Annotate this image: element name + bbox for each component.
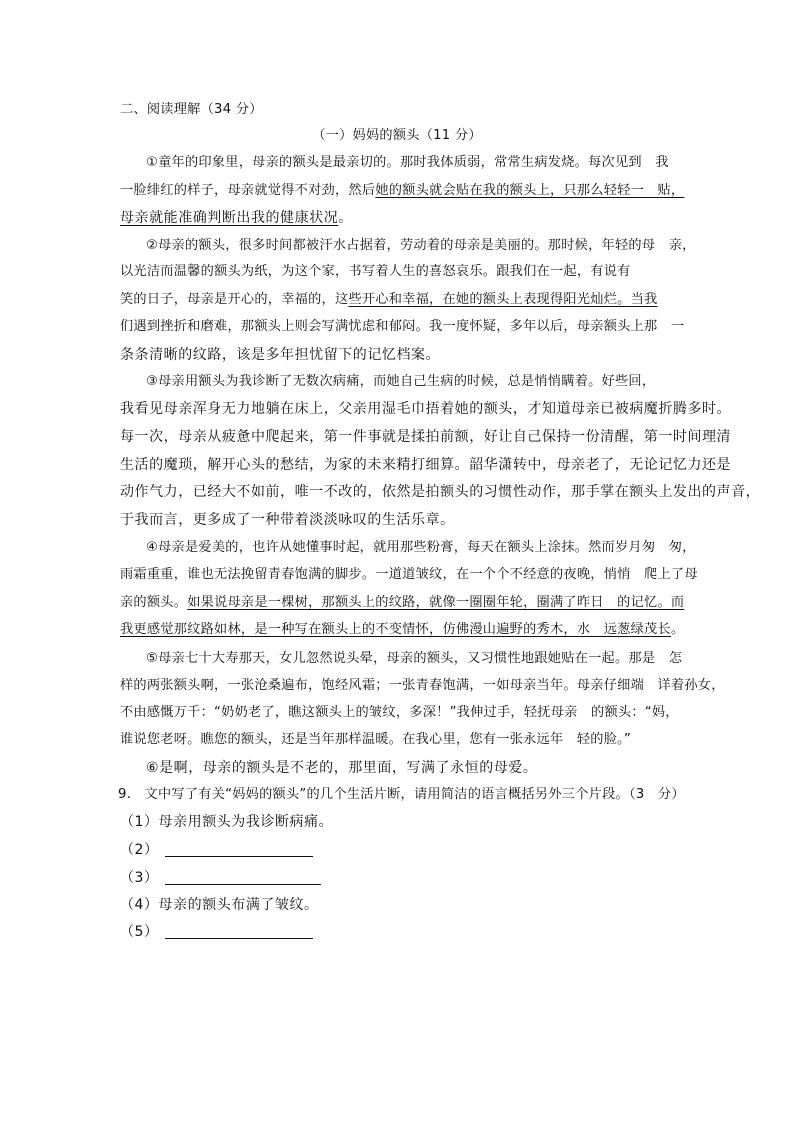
p3-line-6: 于我而言，更多成了一种带着淡淡咏叹的生活乐章。 <box>120 512 455 528</box>
underlined-phrase: 我更感觉那纹路如林，是一种写在额头上的不变情怀，仿佛漫山遍野的秀木，水 远葱绿茂长 <box>120 622 671 637</box>
passage-title: （一）妈妈的额头（11 分） <box>312 128 482 143</box>
p4-line-3-text: 亲的额头。 <box>120 595 188 610</box>
p4-line-2: 雨霜重重，谁也无法挽留青春饱满的脚步。一道道皱纹，在一个个不经意的夜晚，悄悄 爬上了母 <box>120 567 698 582</box>
underlined-phrase: 她的额头就会贴在我的额头上，只那么轻轻一 贴， <box>375 183 685 198</box>
p3-line-3: 每一次，母亲从疲惫中爬起来，第一件事就是揉拍前额，好让自己保持一份清醒，第一时间理清 <box>120 429 732 445</box>
p2-line-5: 条条清晰的纹路，该是多年担忧留下的记忆档案。 <box>120 347 441 363</box>
p5-line-1: ⑤母亲七十大寿那天，女儿忽然说头晕，母亲的额头，又习惯性地跟她贴在一起。那是 怎 <box>146 651 683 666</box>
answer-blank-5[interactable] <box>165 924 313 939</box>
p3-line-5: 动作气力，已经大不如前，唯一不改的，依然是拍额头的习惯性动作，那手掌在额头上发出的声音， <box>120 484 761 500</box>
p2-line-1: ②母亲的额头，很多时间都被汗水占据着，劳动着的母亲是美丽的。那时候，年轻的母 亲， <box>146 238 696 253</box>
underlined-phrase: 些开心和幸福，在她的额头上表现得阳光灿烂。当我 <box>348 292 658 307</box>
p3-line-4: 生活的魔琐，解开心头的愁结，为家的未来精打细算。韶华潇转中，母亲老了，无论记忆力还是 <box>120 457 732 473</box>
section-heading: 二、阅读理解（34 分） <box>120 102 263 117</box>
underlined-phrase: 母亲就能准确判断出我的健康状况 <box>120 210 339 226</box>
answer-item-4: （4）母亲的额头布满了皱纹。 <box>120 897 319 913</box>
p1-line-2-text: 一脸绯红的样子，母亲就觉得不对劲，然后 <box>120 183 376 198</box>
answer-blank-2[interactable] <box>165 842 313 857</box>
p1-line-1: ①童年的印象里，母亲的额头是最亲切的。那时我体质弱，常常生病发烧。每次见到 我 <box>146 155 669 170</box>
p1-line-3 <box>120 209 353 227</box>
p4-line-3 <box>120 594 684 612</box>
p5-line-3: 不由感慨万千：“奶奶老了，瞧这额头上的皱纹，多深！”我伸过手，轻抚母亲 的额头：“妈， <box>120 705 679 720</box>
p5-line-4: 谁说您老呀。瞧您的额头，还是当年那样温暖。在我心里，您有一张永远年 轻的脸。” <box>120 732 632 747</box>
answer-item-1: （1）母亲用额头为我诊断病痛。 <box>120 814 334 830</box>
underlined-phrase: 如果说母亲是一棵树，那额头上的纹路，就像一圈圈年轮，圈满了昨日 的记忆。而 <box>187 595 685 610</box>
answer-item-2-label: （2） <box>120 842 159 858</box>
answer-blank-3[interactable] <box>165 870 321 885</box>
p2-line-3-text: 笑的日子，母亲是开心的，幸福的，这 <box>120 292 349 307</box>
answer-item-2 <box>120 841 313 859</box>
answer-item-5 <box>120 923 313 941</box>
answer-item-5-label: （5） <box>120 924 159 940</box>
p4-line-1: ④母亲是爱美的，也许从她懂事时起，就用那些粉膏，每天在额头上涂抹。然而岁月匆 匆， <box>146 540 696 555</box>
p2-line-4: 们遇到挫折和磨难，那额头上则会写满忧虑和郁闷。我一度怀疑，多年以后，母亲额头上那 一 <box>120 319 685 334</box>
question-prompt: 9. 文中写了有关“妈妈的额头”的几个生活片断，请用简洁的语言概括另外三个片段。（3 分） <box>118 787 685 802</box>
p6-line-1: ⑥是啊，母亲的额头是不老的，那里面，写满了永恒的母爱。 <box>146 760 538 776</box>
p4-line-4-end: 。 <box>670 622 685 637</box>
p3-line-1: ③母亲用额头为我诊断了无数次病痛，而她自己生病的时候，总是悄悄瞒着。好些回， <box>146 374 656 389</box>
p1-line-2 <box>120 182 684 200</box>
p2-line-3 <box>120 291 658 309</box>
p5-line-2: 样的两张额头啊，一张沧桑遍布，饱经风霜；一张青春饱满，一如母亲当年。母亲仔细端 详着孙女， <box>120 678 725 693</box>
p3-line-2: 我看见母亲浑身无力地躺在床上，父亲用湿毛巾捂着她的额头，才知道母亲已被病魔折腾多时。 <box>120 401 732 417</box>
answer-item-3-label: （3） <box>120 870 159 886</box>
p4-line-4 <box>120 621 684 639</box>
p1-line-3-end: 。 <box>338 210 353 226</box>
p2-line-2: 以光洁而温馨的额头为纸，为这个家，书写着人生的喜怒哀乐。跟我们在一起，有说有 <box>120 264 631 279</box>
answer-item-3 <box>120 869 321 887</box>
